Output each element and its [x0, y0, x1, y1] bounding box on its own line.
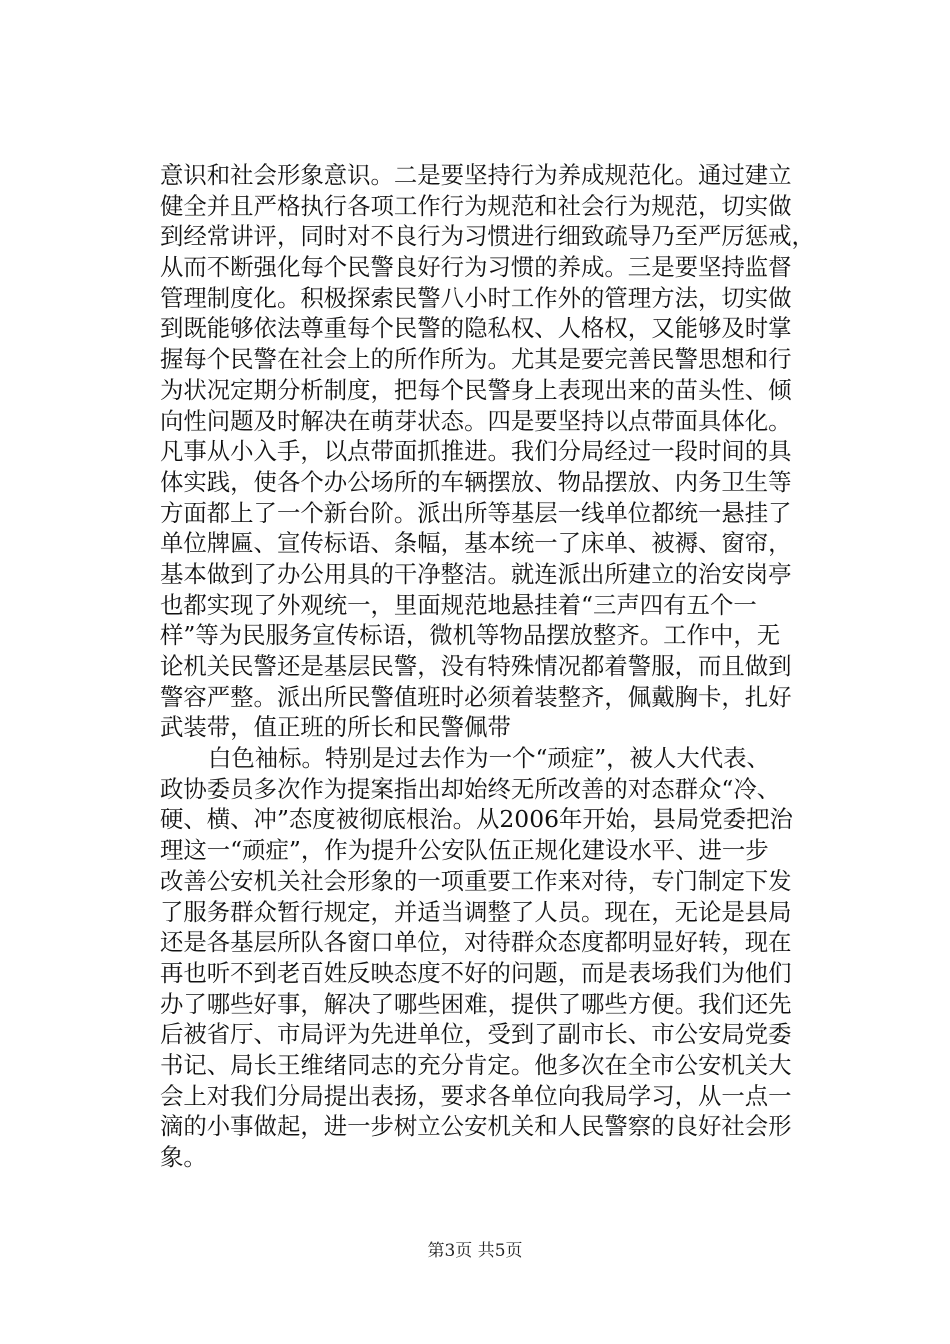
- document-body: [160, 160, 820, 1173]
- text-line: 凡事从小入手，以点带面抓推进。我们分局经过一段时间的具: [160, 437, 792, 466]
- text-line: 样”等为民服务宣传标语，微机等物品摆放整齐。工作中，无: [160, 621, 781, 650]
- text-line: 到经常讲评，同时对不良行为习惯进行细致疏导乃至严厉惩戒，: [160, 222, 815, 251]
- text-line: 办了哪些好事，解决了哪些困难，提供了哪些方便。我们还先: [160, 989, 792, 1018]
- text-line: 到既能够依法尊重每个民警的隐私权、人格权，又能够及时掌: [160, 314, 792, 343]
- text-line: 也都实现了外观统一，里面规范地悬挂着“三声四有五个一: [160, 590, 757, 619]
- text-line: 后被省厅、市局评为先进单位，受到了副市长、市公安局党委: [160, 1020, 792, 1049]
- text-line: 握每个民警在社会上的所作所为。尤其是要完善民警思想和行: [160, 345, 792, 374]
- text-line: 健全并且严格执行各项工作行为规范和社会行为规范，切实做: [160, 191, 792, 220]
- text-line: 体实践，使各个办公场所的车辆摆放、物品摆放、内务卫生等: [160, 467, 792, 496]
- text-line: 管理制度化。积极探索民警八小时工作外的管理方法，切实做: [160, 283, 792, 312]
- text-line: 警容严整。派出所民警值班时必须着装整齐，佩戴胸卡，扎好: [160, 682, 792, 711]
- text-line: 理这一“顽症”，作为提升公安队伍正规化建设水平、进一步: [160, 836, 769, 865]
- text-line: 会上对我们分局提出表扬，要求各单位向我局学习，从一点一: [160, 1081, 792, 1110]
- text-line: 基本做到了办公用具的干净整洁。就连派出所建立的治安岗亭: [160, 559, 792, 588]
- text-line: 书记、局长王维绪同志的充分肯定。他多次在全市公安机关大: [160, 1050, 792, 1079]
- text-line: 了服务群众暂行规定，并适当调整了人员。现在，无论是县局: [160, 897, 792, 926]
- text-line: 滴的小事做起，进一步树立公安机关和人民警察的良好社会形: [160, 1112, 792, 1141]
- text-line: 论机关民警还是基层民警，没有特殊情况都着警服，而且做到: [160, 652, 792, 680]
- text-line: 向性问题及时解决在萌芽状态。四是要坚持以点带面具体化。: [160, 406, 792, 435]
- text-line: 方面都上了一个新台阶。派出所等基层一线单位都统一悬挂了: [160, 498, 792, 527]
- paragraph-start-line: 白色袖标。特别是过去作为一个“顽症”，被人大代表、: [208, 744, 770, 773]
- text-line: 武装带，值正班的所长和民警佩带: [160, 713, 511, 742]
- page-footer: 第3页 共5页: [427, 1241, 523, 1261]
- text-line: 象。: [160, 1143, 207, 1171]
- text-line: 再也听不到老百姓反映态度不好的问题，而是表场我们为他们: [160, 958, 792, 987]
- text-line: 硬、横、冲”态度被彻底根治。从2006年开始，县局党委把治: [160, 805, 793, 834]
- text-line: 政协委员多次作为提案指出却始终无所改善的对态群众“冷、: [160, 774, 781, 803]
- text-line: 为状况定期分析制度，把每个民警身上表现出来的苗头性、倾: [160, 375, 792, 404]
- text-line: 从而不断强化每个民警良好行为习惯的养成。三是要坚持监督: [160, 253, 792, 282]
- text-line: 还是各基层所队各窗口单位，对待群众态度都明显好转，现在: [160, 928, 792, 957]
- text-line: 意识和社会形象意识。二是要坚持行为养成规范化。通过建立: [160, 161, 792, 189]
- text-line: 改善公安机关社会形象的一项重要工作来对待，专门制定下发: [160, 866, 792, 895]
- text-line: 单位牌匾、宣传标语、条幅，基本统一了床单、被褥、窗帘，: [160, 529, 792, 558]
